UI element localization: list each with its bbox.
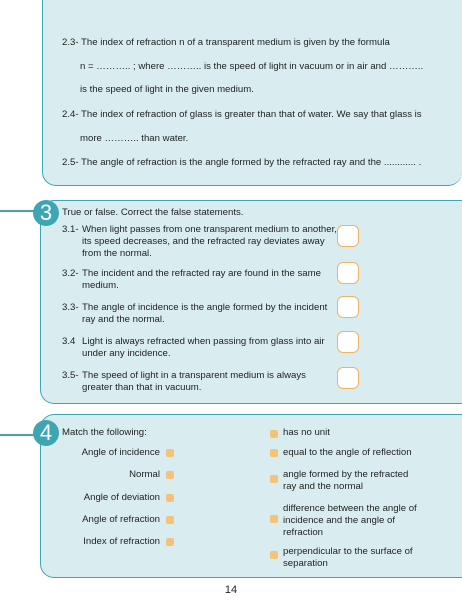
match-left-2-dot[interactable] <box>166 471 174 479</box>
statement-3-2-line-2: medium. <box>82 280 119 291</box>
match-left-5: Index of refraction <box>83 536 160 547</box>
match-right-4-line-3: refraction <box>283 527 323 538</box>
true-false-box-3-4[interactable] <box>337 331 359 353</box>
statement-3-2-number: 3.2- <box>62 268 79 279</box>
question-2-5: 2.5- The angle of refraction is the angle formed by the refracted ray and the ............ . <box>62 157 422 168</box>
match-right-4-line-2: incidence and the angle of <box>283 515 396 526</box>
section-3-instruction: True or false. Correct the false statements. <box>62 207 244 218</box>
page-number: 14 <box>224 584 238 596</box>
statement-3-4-line-1: Light is always refracted when passing from glass into air <box>82 336 325 347</box>
match-left-1-dot[interactable] <box>166 449 174 457</box>
statement-3-4-number: 3.4 <box>62 336 76 347</box>
statement-3-5-line-2: greater than that in vacuum. <box>82 382 202 393</box>
statement-3-2-line-1: The incident and the refracted ray are found in the same <box>82 268 321 279</box>
true-false-box-3-3[interactable] <box>337 296 359 318</box>
statement-3-5-line-1: The speed of light in a transparent medium is always <box>82 370 306 381</box>
question-2-4-line-1: 2.4- The index of refraction of glass is greater than that of water. We say that glass is <box>62 109 422 120</box>
match-right-5-dot[interactable] <box>270 551 278 559</box>
match-left-4-dot[interactable] <box>166 516 174 524</box>
match-left-3-dot[interactable] <box>166 494 174 502</box>
true-false-box-3-1[interactable] <box>337 225 359 247</box>
question-2-3-line-1: 2.3- The index of refraction n of a transparent medium is given by the formula <box>62 37 390 48</box>
match-right-1-dot[interactable] <box>270 430 278 438</box>
match-right-3-line-2: ray and the normal <box>283 481 363 492</box>
statement-3-5-number: 3.5- <box>62 370 79 381</box>
match-left-3: Angle of deviation <box>83 492 160 503</box>
match-right-3-line-1: angle formed by the refracted <box>283 469 409 480</box>
statement-3-1-number: 3.1- <box>62 224 79 235</box>
match-left-4: Angle of refraction <box>82 514 160 525</box>
match-left-1: Angle of incidence <box>81 447 160 458</box>
match-right-3-dot[interactable] <box>270 475 278 483</box>
match-right-4-line-1: difference between the angle of <box>283 503 417 514</box>
statement-3-1-line-2: its speed decreases, and the refracted ray deviates away <box>82 236 325 247</box>
match-right-4-dot[interactable] <box>270 515 278 523</box>
question-2-3-line-2: n = ……….. ; where ……….. is the speed of light in vacuum or in air and ……….. <box>80 61 424 72</box>
section-4-instruction: Match the following: <box>62 427 147 438</box>
statement-3-4-line-2: under any incidence. <box>82 348 171 359</box>
match-right-2-line-1: equal to the angle of reflection <box>283 447 412 458</box>
match-right-2-dot[interactable] <box>270 449 278 457</box>
section-3-number-badge: 3 <box>33 200 59 226</box>
true-false-box-3-5[interactable] <box>337 367 359 389</box>
statement-3-3-number: 3.3- <box>62 302 79 313</box>
statement-3-3-line-1: The angle of incidence is the angle formed by the incident <box>82 302 328 313</box>
match-left-5-dot[interactable] <box>166 538 174 546</box>
section-4-number-badge: 4 <box>33 420 59 446</box>
question-2-4-line-2: more ……….. than water. <box>80 133 189 144</box>
true-false-box-3-2[interactable] <box>337 262 359 284</box>
statement-3-3-line-2: ray and the normal. <box>82 314 165 325</box>
statement-3-1-line-1: When light passes from one transparent medium to another, <box>82 224 337 235</box>
match-right-5-line-1: perpendicular to the surface of <box>283 546 413 557</box>
question-2-3-line-3: is the speed of light in the given medium. <box>80 84 254 95</box>
statement-3-1-line-3: from the normal. <box>82 248 152 259</box>
match-right-1-line-1: has no unit <box>283 427 330 438</box>
match-right-5-line-2: separation <box>283 558 328 569</box>
match-left-2: Normal <box>129 469 160 480</box>
